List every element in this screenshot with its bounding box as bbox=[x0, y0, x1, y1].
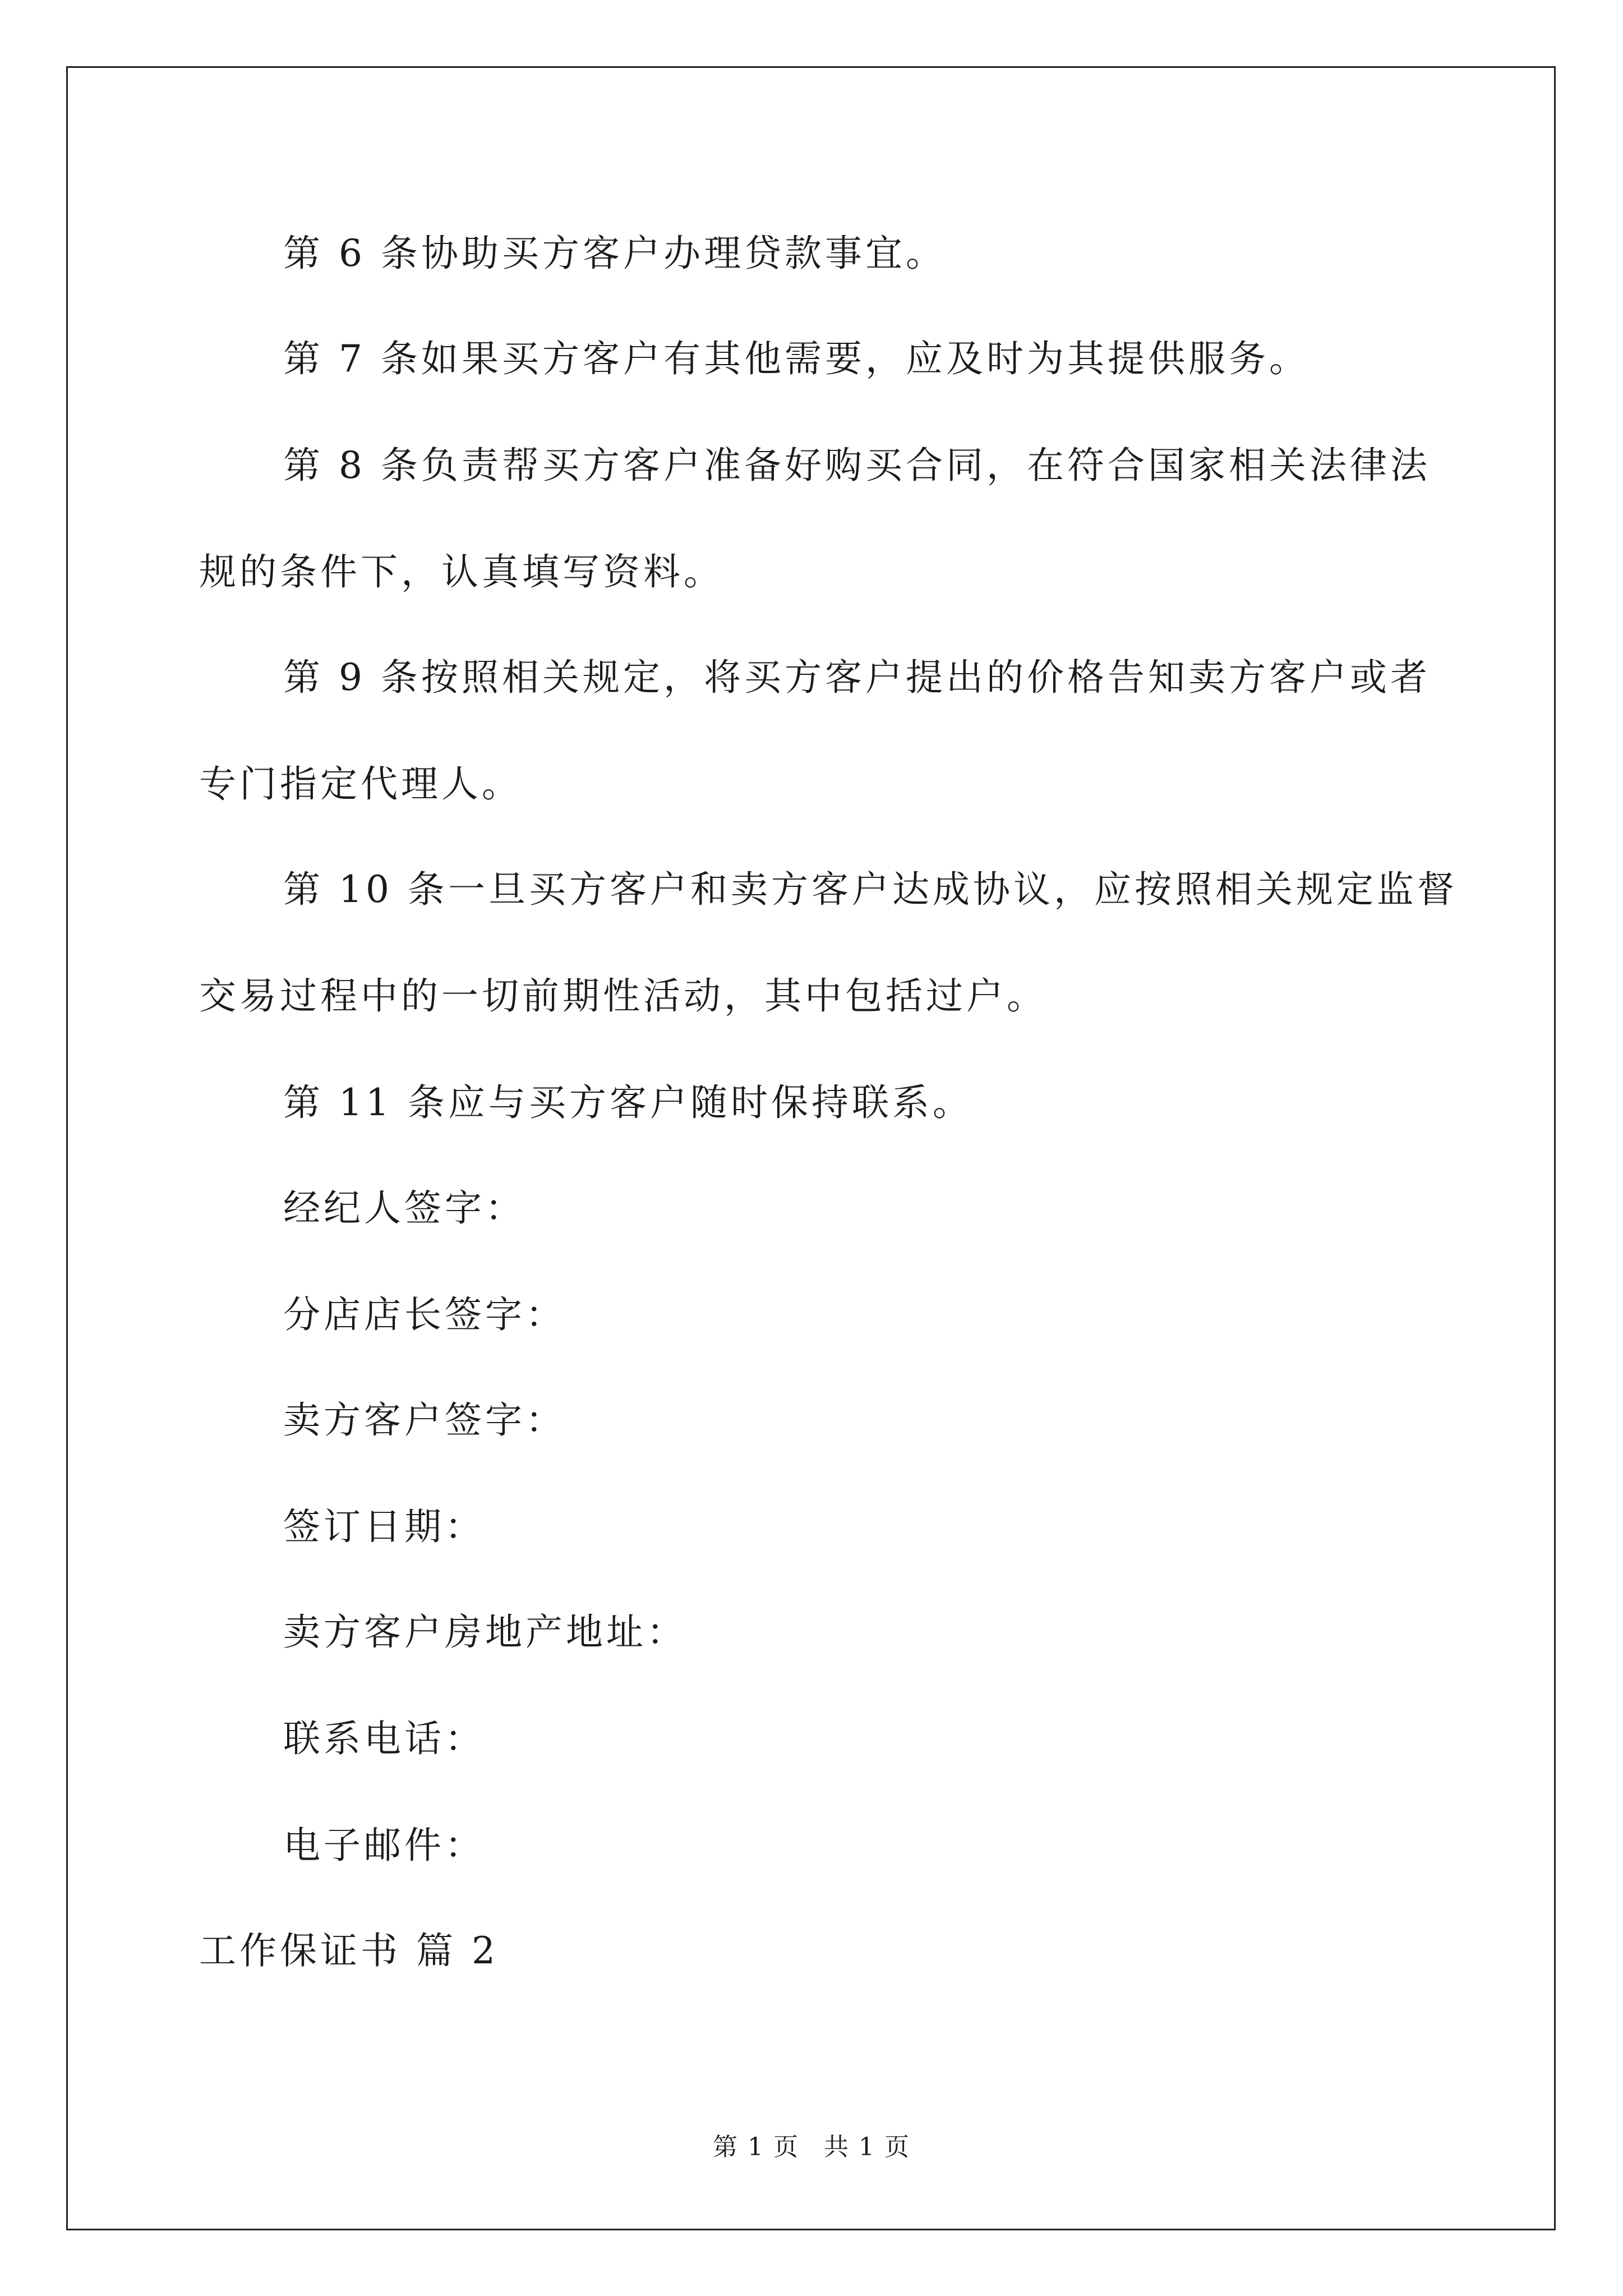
section-heading: 工作保证书 篇 2 bbox=[199, 1929, 499, 1972]
clause-11: 第 11 条应与买方客户随时保持联系。 bbox=[283, 1081, 973, 1124]
clause-8-line-2: 规的条件下，认真填写资料。 bbox=[199, 550, 724, 593]
email-label: 电子邮件： bbox=[283, 1824, 485, 1867]
clause-9-line-2: 专门指定代理人。 bbox=[199, 762, 522, 806]
clause-7: 第 7 条如果买方客户有其他需要，应及时为其提供服务。 bbox=[283, 337, 1310, 380]
clause-8-line-1: 第 8 条负责帮买方客户准备好购买合同，在符合国家相关法律法 bbox=[283, 444, 1431, 487]
clause-10-line-2: 交易过程中的一切前期性活动，其中包括过户。 bbox=[199, 974, 1047, 1018]
page-border bbox=[66, 66, 1556, 2230]
agent-signature-label: 经纪人签字： bbox=[283, 1186, 525, 1230]
property-address-label: 卖方客户房地产地址： bbox=[283, 1611, 687, 1654]
clause-9-line-1: 第 9 条按照相关规定，将买方客户提出的价格告知卖方客户或者 bbox=[283, 656, 1431, 699]
signing-date-label: 签订日期： bbox=[283, 1505, 485, 1548]
clause-6: 第 6 条协助买方客户办理贷款事宜。 bbox=[283, 232, 946, 275]
phone-label: 联系电话： bbox=[283, 1717, 485, 1760]
clause-10-line-1: 第 10 条一旦买方客户和卖方客户达成协议，应按照相关规定监督 bbox=[283, 868, 1458, 911]
branch-manager-signature-label: 分店店长签字： bbox=[283, 1293, 566, 1336]
page-total: 共 1 页 bbox=[824, 2133, 910, 2161]
seller-signature-label: 卖方客户签字： bbox=[283, 1398, 566, 1442]
page-footer bbox=[0, 2132, 1623, 2163]
page-number: 第 1 页 bbox=[713, 2133, 799, 2161]
